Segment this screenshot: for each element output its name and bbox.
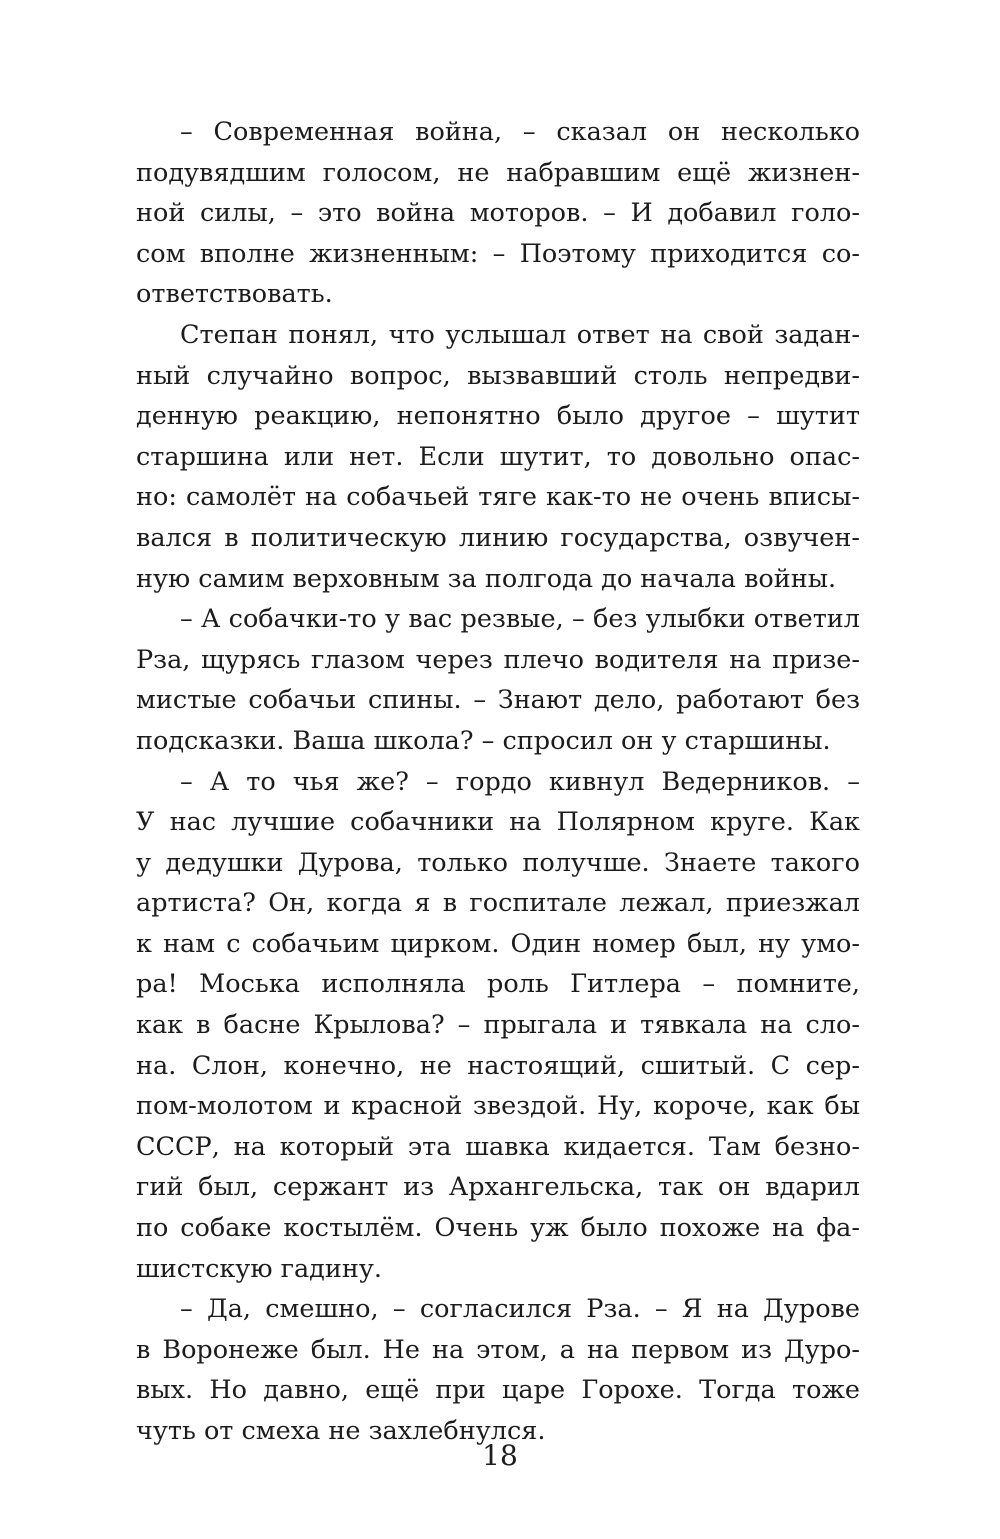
text-line: на. Слон, конечно, не настоящий, сшитый. С сер- [136, 1050, 860, 1081]
page-number: 18 [482, 1439, 518, 1472]
text-line: к нам с собачьим цирком. Один номер был, ну умо- [136, 928, 860, 959]
text-line: старшина или нет. Если шутит, то довольно опас- [136, 441, 860, 472]
text-line: У нас лучшие собачники на Полярном круге. Как [136, 807, 860, 838]
text-line: чуть от смеха не захлебнулся. [136, 1416, 546, 1446]
text-line: вых. Но давно, ещё при царе Горохе. Тогда тоже [136, 1375, 860, 1406]
text-line: ра! Моська исполняла роль Гитлера – помните, [136, 969, 860, 1000]
text-line: денную реакцию, непонятно было другое – шутит [136, 401, 860, 432]
text-line: как в басне Крылова? – прыгала и тявкала на сло- [136, 1010, 860, 1041]
text-line: в Воронеже был. Не на этом, а на первом из Дуро- [136, 1334, 860, 1365]
text-line: ный случайно вопрос, вызвавший столь непредви- [136, 360, 860, 391]
text-line: гий был, сержант из Архангельска, так он вдарил [136, 1172, 860, 1203]
text-line: СССР, на который эта шавка кидается. Там безно- [136, 1131, 860, 1162]
text-line: сом вполне жизненным: – Поэтому приходится со- [136, 238, 860, 269]
text-line: ответствовать. [136, 279, 333, 310]
text-line: ную самим верховным за полгода до начала войны. [136, 563, 837, 594]
text-line: – Да, смешно, – согласился Рза. – Я на Дурове [180, 1294, 860, 1325]
text-line: но: самолёт на собачьей тяге как-то не очень вписы- [136, 482, 860, 513]
text-line: мистые собачьи спины. – Знают дело, работают без [136, 685, 860, 716]
text-line: подсказки. Ваша школа? – спросил он у старшины. [136, 725, 831, 756]
text-line: у дедушки Дурова, только получше. Знаете такого [136, 847, 860, 878]
text-line: Степан понял, что услышал ответ на свой задан- [180, 319, 860, 350]
body-text [136, 112, 860, 1452]
text-line: – А то чья же? – гордо кивнул Ведерников. – [180, 766, 860, 797]
text-line: по собаке костылём. Очень уж было похоже на фа- [136, 1213, 860, 1244]
text-line: вался в политическую линию государства, озвучен- [136, 522, 860, 553]
text-line: – А собачки-то у вас резвые, – без улыбки ответил [180, 604, 860, 635]
text-line: шистскую гадину. [136, 1253, 382, 1284]
text-line: подувядшим голосом, не набравшим ещё жизнен- [136, 157, 860, 188]
text-line: артиста? Он, когда я в госпитале лежал, приезжал [136, 888, 860, 919]
text-line: – Современная война, – сказал он несколько [180, 117, 860, 147]
text-line: Рза, щурясь глазом через плечо водителя на призе- [136, 644, 860, 675]
text-line: ной силы, – это война моторов. – И добавил голо- [136, 198, 860, 229]
text-line: пом-молотом и красной звездой. Ну, короче, как бы [136, 1091, 860, 1122]
